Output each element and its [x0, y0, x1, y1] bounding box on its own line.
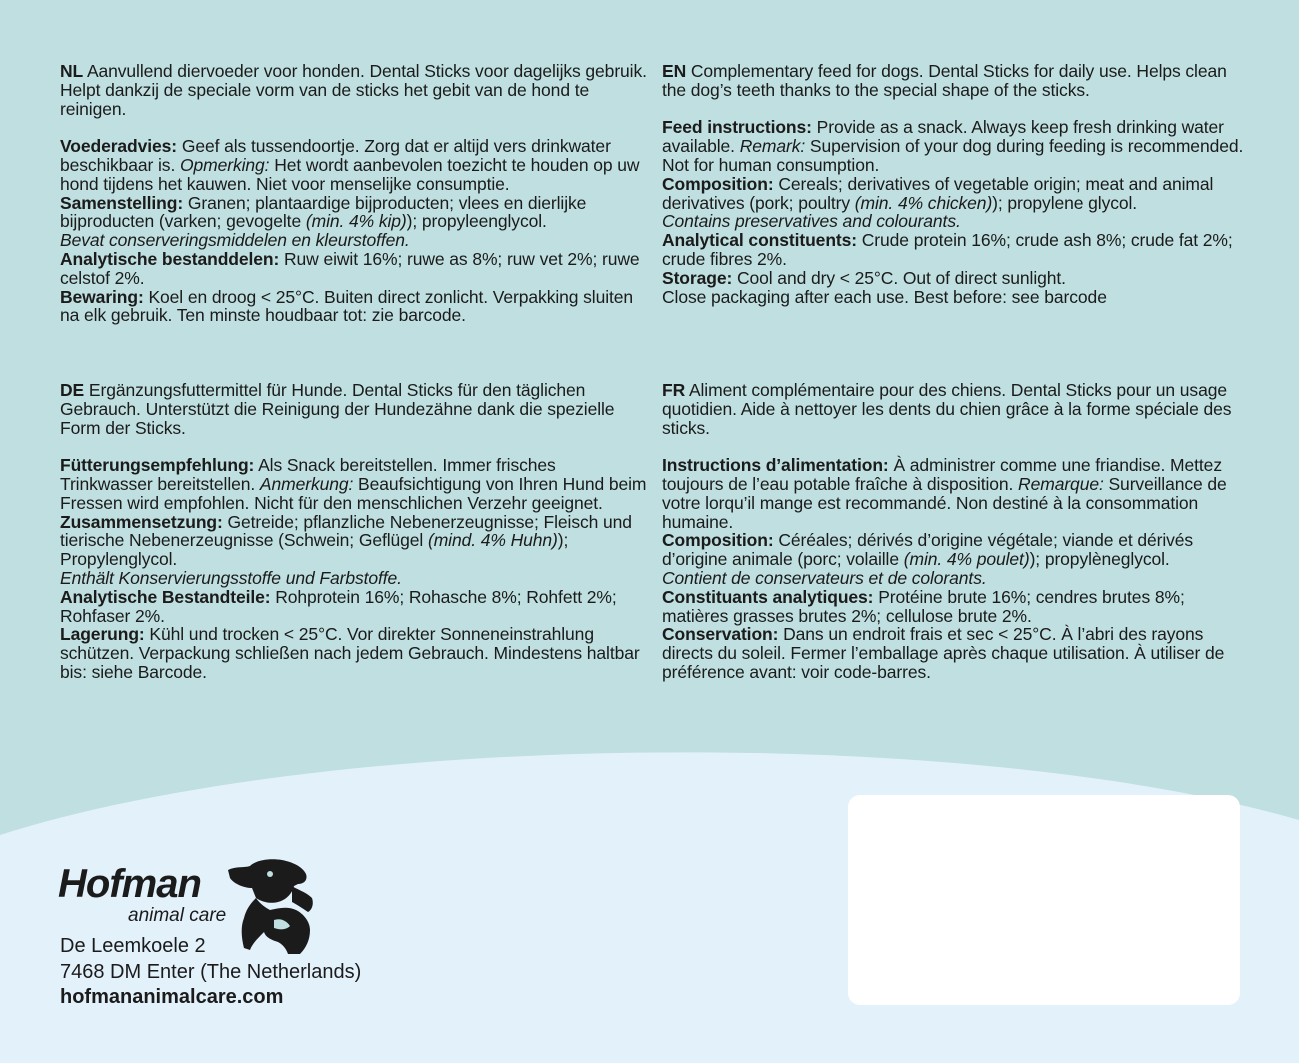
- de-analytical: [60, 588, 650, 626]
- nl-composition-end: ); propyleenglycol.: [406, 211, 547, 232]
- barcode-area: [848, 795, 1240, 1005]
- fr-feed-instructions: [662, 456, 1252, 531]
- fr-composition-label: Composition:: [662, 530, 774, 551]
- en-analytical: [662, 231, 1252, 269]
- en-language-code: EN: [662, 61, 687, 81]
- brand-name: Hofman: [58, 862, 201, 906]
- fr-storage: [662, 625, 1252, 681]
- en-analytical-text: Crude protein 16%; crude ash 8%; crude fat 2%; crude fibres 2%.: [662, 230, 1233, 269]
- fr-composition-end: ); propylèneglycol.: [1029, 549, 1170, 570]
- nl-feed-text: Geef als tussendoortje. Zorg dat er altijd vers drinkwater beschikbaar is.: [60, 136, 611, 175]
- nl-remark-text: Het wordt aanbevolen toezicht te houden op uw hond tijdens het kauwen. Niet voor menselijke consumptie.: [60, 154, 640, 194]
- address-city: 7468 DM Enter (The Netherlands): [60, 960, 362, 983]
- nl-analytical-text: Ruw eiwit 16%; ruwe as 8%; ruw vet 2%; ruwe celstof 2%.: [60, 248, 640, 288]
- nl-composition-note: Bevat conserveringsmiddelen en kleurstoffen.: [60, 230, 410, 251]
- fr-storage-label: Conservation:: [662, 624, 779, 645]
- address-street: De Leemkoele 2: [60, 935, 206, 957]
- nl-intro-text: Aanvullend diervoeder voor honden. Dental Sticks voor dagelijks gebruik. Helpt dankzij de speciale vorm van de sticks het gebit van de hond te reinigen.: [60, 61, 647, 119]
- fr-intro-text: Aliment complémentaire pour des chiens. Dental Sticks pour un usage quotidien. Aide à nettoyer les dents du chien grâce à la forme spéciale des sticks.: [662, 380, 1232, 438]
- en-composition-end: ); propylene glycol.: [992, 192, 1138, 213]
- en-storage-label: Storage:: [662, 267, 733, 288]
- fr-composition-note: Contient de conservateurs et de colorants.: [662, 567, 987, 588]
- en-feed-label: Feed instructions:: [662, 117, 812, 138]
- en-analytical-label: Analytical constituents:: [662, 230, 857, 251]
- fr-composition-min: (min. 4% poulet): [903, 549, 1030, 570]
- fr-analytical-label: Constituants analytiques:: [662, 586, 874, 607]
- de-intro-text: Ergänzungsfuttermittel für Hunde. Dental Sticks für den täglichen Gebrauch. Unterstützt die Reinigung der Hundezähne dank die spezielle Form der Sticks.: [60, 380, 615, 438]
- fr-composition-text: Céréales; dérivés d’origine végétale; viande et dérivés d’origine animale (porc; volaille: [662, 530, 1194, 570]
- nl-storage-label: Bewaring:: [60, 286, 144, 307]
- en-composition: [662, 175, 1252, 213]
- nl-intro: [60, 62, 650, 118]
- fr-composition: [662, 531, 1252, 569]
- en-feed-instructions: [662, 118, 1252, 174]
- fr-remark-text: Surveillance de votre lorqu’il mange est recommandé. Non destiné à la consommation humaine.: [662, 473, 1227, 532]
- nl-storage-text: Koel en droog < 25°C. Buiten direct zonlicht. Verpakking sluiten na elk gebruik. Ten minste houdbaar tot: zie barcode.: [60, 286, 634, 326]
- fr-storage-text: Dans un endroit frais et sec < 25°C. À l’abri des rayons directs du soleil. Fermer l’emballage après chaque utilisation. À utiliser de préférence avant: voir code-barres.: [662, 624, 1225, 682]
- fr-analytical: [662, 588, 1252, 626]
- en-feed-text: Provide as a snack. Always keep fresh drinking water available.: [662, 117, 1224, 157]
- fr-remark-label: Remarque:: [1018, 473, 1104, 494]
- address-block: [60, 934, 361, 1011]
- de-composition-note: Enthält Konservierungsstoffe und Farbstoffe.: [60, 567, 402, 588]
- de-remark-text: Beaufsichtigung von Ihren Hund beim Fressen wird empfohlen. Nicht für den menschlichen Verzehr geeignet.: [60, 473, 647, 513]
- nl-analytical-label: Analytische bestanddelen:: [60, 248, 280, 269]
- nl-language-code: NL: [60, 61, 84, 81]
- fr-language-code: FR: [662, 380, 686, 400]
- en-storage: [662, 269, 1252, 288]
- nl-composition-min: (min. 4% kip): [305, 211, 407, 232]
- fr-intro: [662, 381, 1252, 437]
- en-storage-text-2: Close packaging after each use. Best before: see barcode: [662, 286, 1107, 307]
- en-composition-min: (min. 4% chicken): [854, 192, 993, 213]
- de-storage-text: Kühl und trocken < 25°C. Vor direkter Sonneneinstrahlung schützen. Verpackung schließen nach jedem Gebrauch. Mindestens haltbar bis: siehe Barcode.: [60, 624, 640, 682]
- de-remark-label: Anmerkung:: [259, 473, 354, 494]
- de-intro: [60, 381, 650, 437]
- de-language-code: DE: [60, 380, 85, 400]
- french-text-block: [662, 381, 1252, 682]
- de-storage: [60, 625, 650, 681]
- en-storage-text: Cool and dry < 25°C. Out of direct sunlight.: [736, 267, 1066, 288]
- german-text-block: [60, 381, 650, 682]
- en-composition-text: Cereals; derivatives of vegetable origin; meat and animal derivatives (pork; poultry: [662, 173, 1214, 213]
- en-remark-text: Supervision of your dog during feeding is recommended. Not for human consumption.: [662, 136, 1244, 175]
- en-composition-note: Contains preservatives and colourants.: [662, 211, 961, 232]
- en-composition-label: Composition:: [662, 173, 774, 194]
- de-composition-min: (mind. 4% Huhn): [427, 530, 558, 551]
- de-analytical-text: Rohprotein 16%; Rohasche 8%; Rohfett 2%; Rohfaser 2%.: [60, 586, 617, 626]
- brand-tagline: animal care: [128, 905, 227, 926]
- de-feed-text: Als Snack bereitstellen. Immer frisches Trinkwasser bereitstellen.: [60, 455, 556, 494]
- en-intro: [662, 62, 1252, 100]
- nl-feed-label: Voederadvies:: [60, 136, 178, 157]
- de-composition-text: Getreide; pflanzliche Nebenerzeugnisse; Fleisch und tierische Nebenerzeugnisse (Schwein; Geflügel: [60, 511, 632, 551]
- english-text-block: [662, 62, 1252, 306]
- en-intro-text: Complementary feed for dogs. Dental Sticks for daily use. Helps clean the dog’s teeth thanks to the special shape of the sticks.: [662, 61, 1227, 100]
- website-link[interactable]: hofmananimalcare.com: [60, 986, 284, 1008]
- dutch-text-block: [60, 62, 650, 325]
- fr-feed-label: Instructions d’alimentation:: [662, 455, 889, 476]
- nl-remark-label: Opmerking:: [180, 154, 270, 175]
- en-remark-label: Remark:: [739, 136, 806, 157]
- fr-feed-text: À administrer comme une friandise. Mettez toujours de l’eau potable fraîche à disposition.: [662, 455, 1222, 494]
- nl-composition-text: Granen; plantaardige bijproducten; vlees en dierlijke bijproducten (varken; gevogelte: [60, 192, 587, 232]
- nl-feed-instructions: [60, 137, 650, 193]
- fr-analytical-text: Protéine brute 16%; cendres brutes 8%; matières grasses brutes 2%; cellulose brute 2%.: [662, 586, 1185, 626]
- de-composition-end: ); Propylenglycol.: [60, 530, 569, 570]
- de-feed-label: Fütterungsempfehlung:: [60, 455, 255, 476]
- nl-analytical: [60, 250, 650, 288]
- de-feed-instructions: [60, 456, 650, 512]
- de-composition: [60, 513, 650, 569]
- nl-storage: [60, 288, 650, 326]
- de-storage-label: Lagerung:: [60, 624, 145, 645]
- de-analytical-label: Analytische Bestandteile:: [60, 586, 271, 607]
- nl-composition: [60, 194, 650, 232]
- de-composition-label: Zusammensetzung:: [60, 511, 223, 532]
- nl-composition-label: Samenstelling:: [60, 192, 184, 213]
